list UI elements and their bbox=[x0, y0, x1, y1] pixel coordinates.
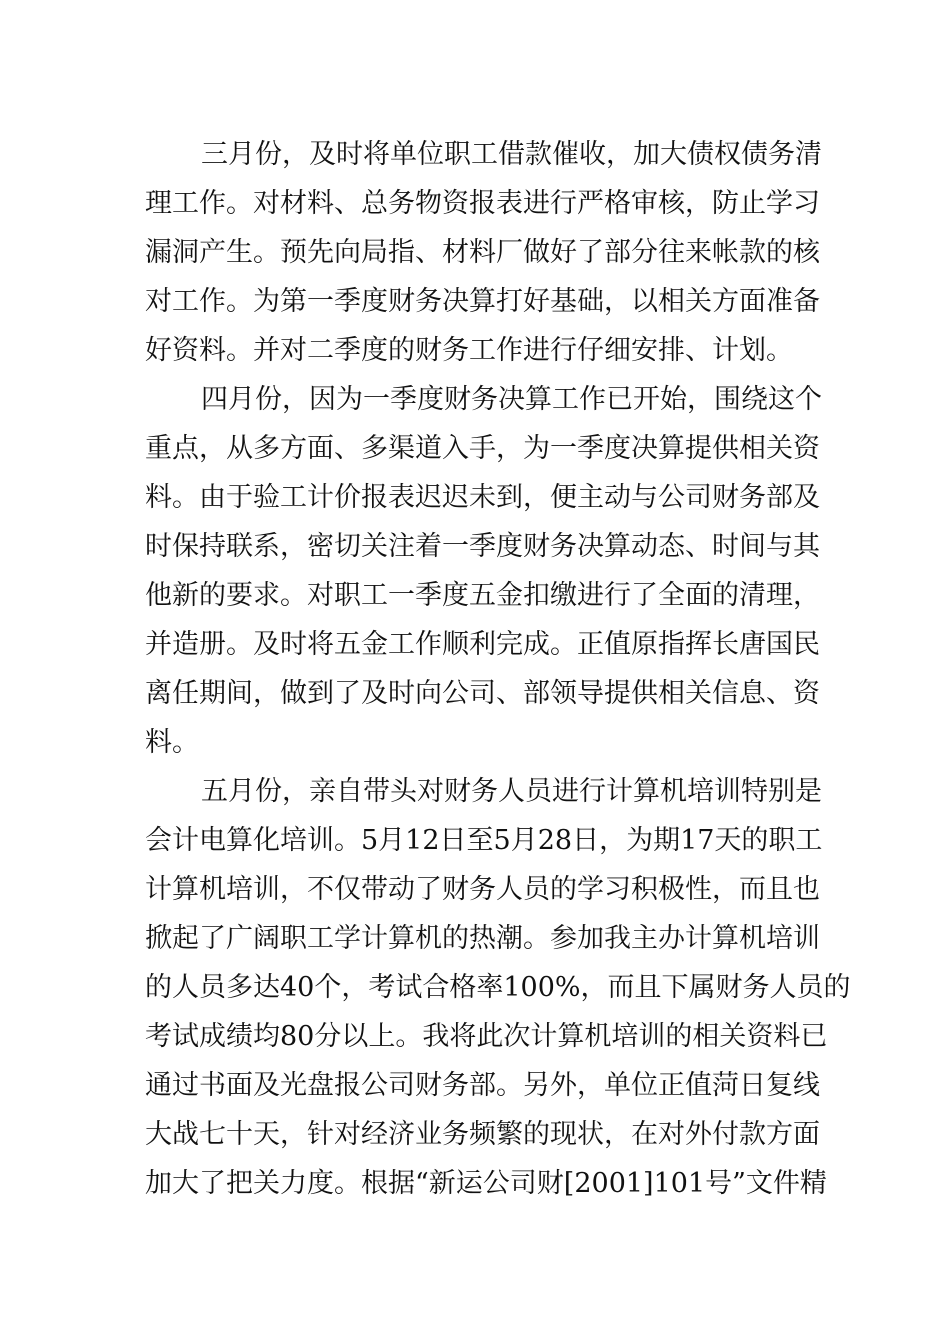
text-line: 他新的要求。对职工一季度五金扣缴进行了全面的清理， bbox=[145, 580, 820, 611]
text-line: 通过书面及光盘报公司财务部。另外，单位正值菏日复线 bbox=[145, 1070, 820, 1101]
text-line: 大战七十天，针对经济业务频繁的现状，在对外付款方面 bbox=[145, 1119, 820, 1150]
paragraph-may bbox=[145, 767, 851, 1208]
text-line: 时保持联系，密切关注着一季度财务决算动态、时间与其 bbox=[145, 531, 820, 562]
text-line: 会计电算化培训。5月12日至5月28日，为期17天的职工 bbox=[145, 825, 823, 856]
text-line: 考试成绩均80分以上。我将此次计算机培训的相关资料已 bbox=[145, 1021, 828, 1052]
paragraph-march bbox=[145, 130, 822, 375]
text-line: 四月份，因为一季度财务决算工作已开始，围绕这个 bbox=[201, 384, 822, 415]
text-line: 五月份，亲自带头对财务人员进行计算机培训特别是 bbox=[201, 776, 822, 807]
text-line: 重点，从多方面、多渠道入手，为一季度决算提供相关资 bbox=[145, 433, 820, 464]
text-line: 并造册。及时将五金工作顺利完成。正值原指挥长唐国民 bbox=[145, 629, 820, 660]
text-line: 理工作。对材料、总务物资报表进行严格审核，防止学习 bbox=[145, 188, 820, 219]
text-line: 好资料。并对二季度的财务工作进行仔细安排、计划。 bbox=[145, 335, 793, 366]
text-line: 对工作。为第一季度财务决算打好基础，以相关方面准备 bbox=[145, 286, 820, 317]
text-line: 掀起了广阔职工学计算机的热潮。参加我主办计算机培训 bbox=[145, 923, 820, 954]
text-line: 的人员多达40个，考试合格率100%，而且下属财务人员的 bbox=[145, 972, 851, 1003]
paragraph-april bbox=[145, 375, 822, 767]
text-line: 计算机培训，不仅带动了财务人员的学习积极性，而且也 bbox=[145, 874, 820, 905]
text-line: 三月份，及时将单位职工借款催收，加大债权债务清 bbox=[201, 139, 822, 170]
text-line: 漏洞产生。预先向局指、材料厂做好了部分往来帐款的核 bbox=[145, 237, 820, 268]
text-line: 加大了把关力度。根据“新运公司财[2001]101号”文件精 bbox=[145, 1168, 827, 1199]
document-body bbox=[145, 130, 851, 1208]
text-line: 料。由于验工计价报表迟迟未到，便主动与公司财务部及 bbox=[145, 482, 820, 513]
text-line: 离任期间，做到了及时向公司、部领导提供相关信息、资 bbox=[145, 678, 820, 709]
text-line: 料。 bbox=[145, 727, 199, 758]
